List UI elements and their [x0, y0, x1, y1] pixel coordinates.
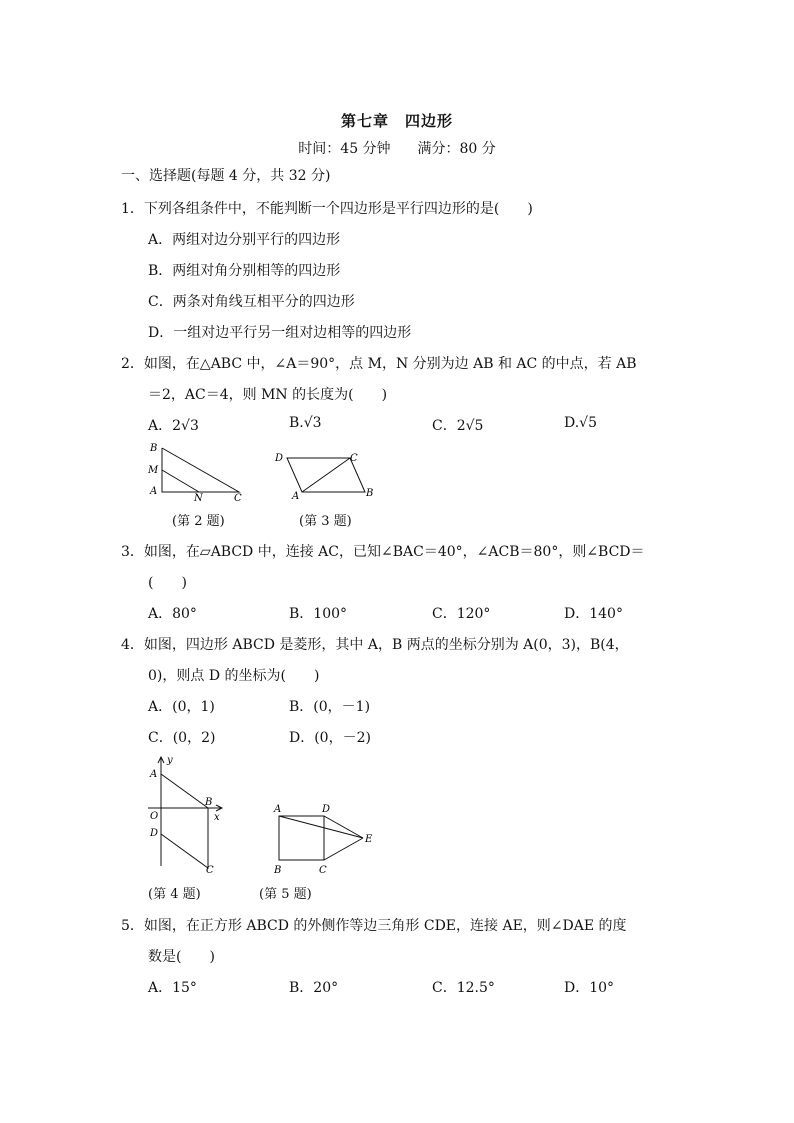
- question-3-option-c: C．120°: [432, 606, 491, 622]
- figure-3-label-a: A: [292, 491, 300, 502]
- question-text: 如图，在▱ABCD 中，连接 AC，已知∠BAC＝40°，∠ACB＝80°，则∠BCD＝: [143, 544, 645, 560]
- question-text: 如图，在△ABC 中，∠A＝90°，点 M，N 分别为边 AB 和 AC 的中点，若 AB: [143, 356, 637, 372]
- question-2-stem: [121, 353, 637, 373]
- question-1-option-a: A．两组对边分别平行的四边形: [148, 232, 341, 248]
- question-text: 如图，在正方形 ABCD 的外侧作等边三角形 CDE，连接 AE，则∠DAE 的度: [143, 918, 627, 934]
- question-5-option-a: A．15°: [148, 980, 197, 996]
- figure-3-caption: (第 3 题): [299, 514, 352, 529]
- figure-2-caption: (第 2 题): [172, 514, 225, 529]
- question-4-option-b: B．(0，－1): [289, 699, 371, 715]
- question-text: 如图，四边形 ABCD 是菱形，其中 A，B 两点的坐标分别为 A(0，3)，B(4，: [143, 637, 629, 653]
- figure-4-label-y: y: [167, 755, 173, 766]
- figure-4-label-a: A: [150, 769, 158, 780]
- question-5-stem: [121, 915, 627, 935]
- question-3-stem-cont: ( ): [148, 575, 187, 591]
- question-4-option-c: C．(0，2): [148, 730, 216, 746]
- figure-4-rhombus-coordinate: [140, 752, 235, 877]
- question-2-option-c: C．2√5: [432, 418, 484, 434]
- figure-2-label-m: M: [148, 465, 159, 476]
- figure-5-label-c: C: [319, 865, 327, 876]
- section-heading: 一、选择题(每题 4 分，共 32 分): [121, 168, 331, 184]
- question-5-option-c: C．12.5°: [432, 980, 495, 996]
- question-number: 2．: [121, 356, 144, 372]
- figure-2-label-n: N: [194, 493, 203, 502]
- time-label: 时间：45 分钟: [298, 141, 391, 157]
- figure-5-label-e: E: [365, 834, 373, 845]
- question-1-option-c: C．两条对角线互相平分的四边形: [148, 294, 355, 310]
- figure-4-caption: (第 4 题): [148, 887, 201, 902]
- figure-2-triangle: [144, 440, 254, 502]
- question-5-option-b: B．20°: [289, 980, 339, 996]
- figure-4-label-c: C: [206, 865, 214, 876]
- question-5-stem-cont: 数是( ): [148, 949, 215, 965]
- question-3-option-d: D．140°: [564, 606, 623, 622]
- question-1-option-b: B．两组对角分别相等的四边形: [148, 263, 341, 279]
- question-5-option-d: D．10°: [564, 980, 615, 996]
- question-1-option-d: D．一组对边平行另一组对边相等的四边形: [148, 325, 412, 341]
- question-number: 1．: [121, 201, 144, 217]
- question-3-option-a: A．80°: [148, 606, 197, 622]
- figure-5-caption: (第 5 题): [259, 887, 312, 902]
- exam-meta: [0, 138, 794, 158]
- figure-2-label-b: B: [150, 443, 158, 454]
- figure-3-label-d: D: [275, 453, 284, 464]
- question-text: 下列各组条件中，不能判断一个四边形是平行四边形的是( ): [143, 201, 533, 217]
- figure-5-label-b: B: [274, 865, 282, 876]
- question-4-option-d: D．(0，－2): [289, 730, 371, 746]
- figure-2-label-c: C: [234, 493, 242, 502]
- figure-5-label-d: D: [322, 804, 331, 815]
- score-label: 满分：80 分: [417, 141, 496, 157]
- question-4-stem: [121, 634, 629, 654]
- page-title: 第七章 四边形: [340, 112, 453, 130]
- question-3-stem: [121, 541, 645, 561]
- question-2-stem-cont: ＝2，AC＝4，则 MN 的长度为( ): [148, 387, 388, 403]
- question-number: 3．: [121, 544, 144, 560]
- question-3-option-b: B．100°: [289, 606, 348, 622]
- question-2-option-a: A．2√3: [148, 418, 199, 434]
- figure-3-parallelogram: [270, 448, 380, 502]
- figure-4-label-o: O: [150, 811, 159, 822]
- figure-4-label-b: B: [205, 797, 213, 808]
- figure-4-label-d: D: [150, 828, 159, 839]
- question-4-option-a: A．(0，1): [148, 699, 215, 715]
- figure-5-square-triangle: [268, 797, 383, 879]
- question-number: 5．: [121, 918, 144, 934]
- figure-5-label-a: A: [274, 804, 282, 815]
- question-2-option-d: D.√5: [564, 415, 598, 431]
- figure-4-label-x: x: [214, 812, 220, 823]
- figure-3-label-b: B: [366, 488, 374, 499]
- figure-3-label-c: C: [350, 453, 358, 464]
- question-1-stem: [121, 198, 533, 218]
- question-number: 4．: [121, 637, 144, 653]
- question-2-option-b: B.√3: [289, 415, 322, 431]
- question-4-stem-cont: 0)，则点 D 的坐标为( ): [148, 668, 320, 684]
- figure-2-label-a: A: [150, 486, 158, 497]
